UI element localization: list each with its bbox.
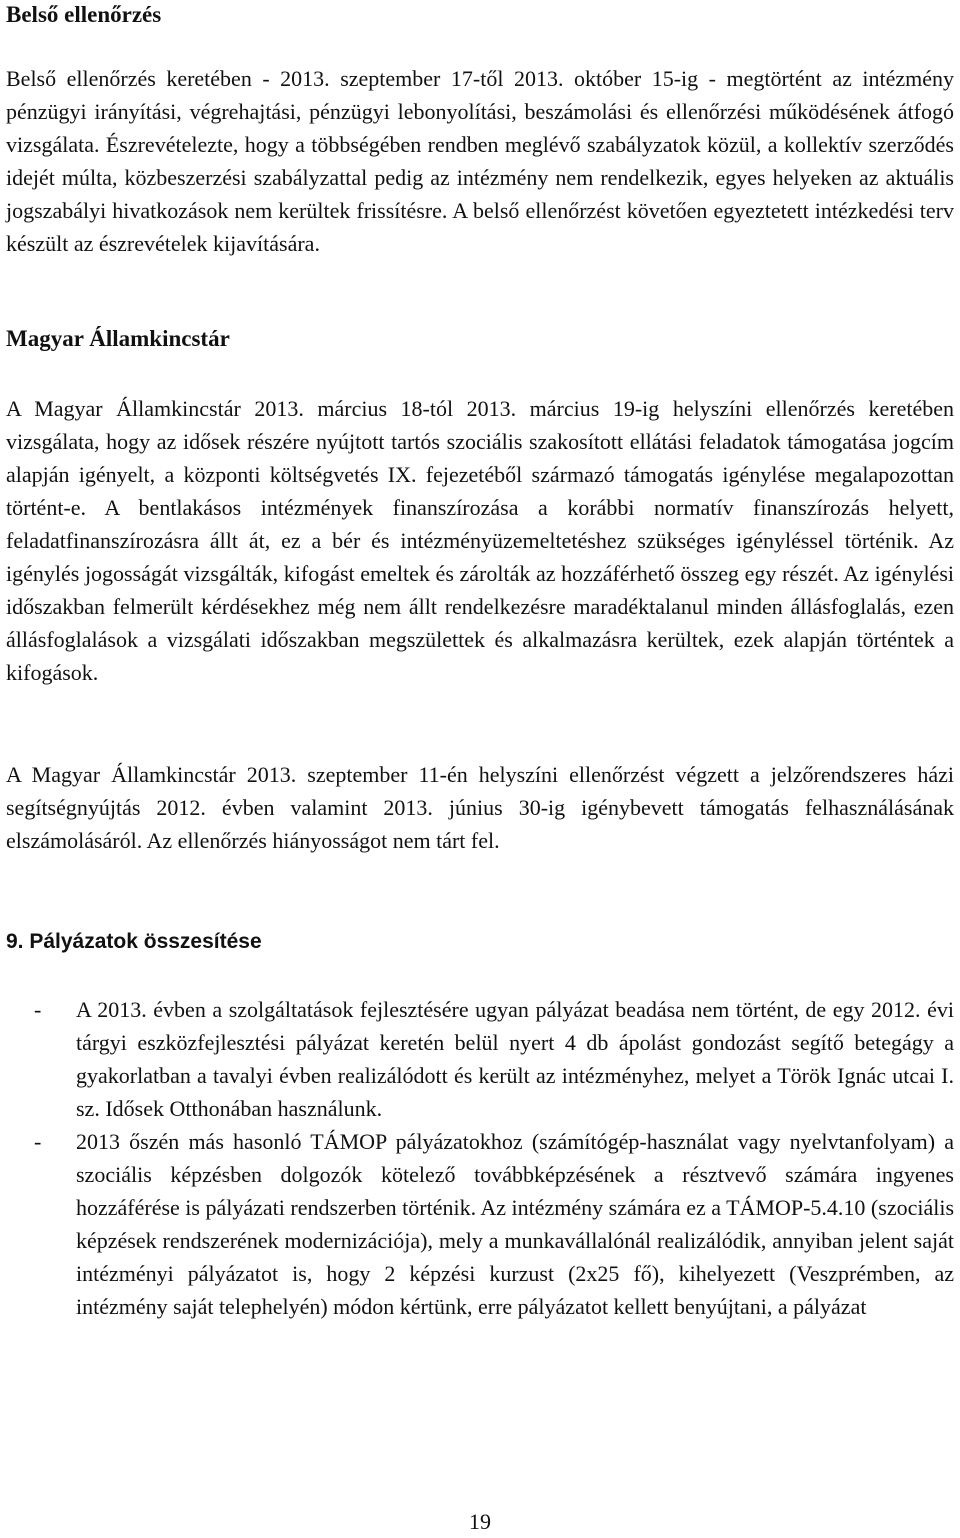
heading-belso-ellenorzes: Belső ellenőrzés: [6, 2, 162, 27]
paragraph-mak-szeptember: A Magyar Államkincstár 2013. szeptember 11-én helyszíni ellenőrzést végzett a jelzőrendszeres házi segítségnyújtás 2012. évben valamint 2013. június 30-ig igénybevett támogatás felhasználásának elszámolásáról. Az ellenőrzés hiányosságot nem tárt fel.: [6, 762, 954, 853]
paragraph-belso-ellenorzes: Belső ellenőrzés keretében - 2013. szeptember 17-től 2013. október 15-ig - megtörtént az intézmény pénzügyi irányítási, végrehajtási, pénzügyi lebonyolítási, beszámolási és ellenőrzési működésének átfogó vizsgálata. Észrevételezte, hogy a többségében rendben meglévő szabályzatok közül, a kollektív szerződés idejét múlta, közbeszerzési szabályzattal pedig az intézmény nem rendelkezik, egyes helyeken az aktuális jogszabályi hivatkozások nem kerültek frissítésre. A belső ellenőrzést követően egyeztetett intézkedési terv készült az észrevételek kijavítására.: [6, 66, 954, 256]
list-item: [6, 993, 954, 1125]
list-item-text: A 2013. évben a szolgáltatások fejlesztésére ugyan pályázat beadása nem történt, de egy 2012. évi tárgyi eszközfejlesztési pályázat keretén belül nyert 4 db ápolást gondozást segítő betegágy a gyakorlatban a tavalyi évben realizálódott és került az intézményhez, melyet a Török Ignác utcai I. sz. Idősek Otthonában használunk.: [76, 997, 954, 1121]
palyazatok-list: [6, 993, 954, 1323]
list-item-text: 2013 őszén más hasonló TÁMOP pályázatokhoz (számítógép-használat vagy nyelvtanfolyam) a szociális képzésben dolgozók kötelező továbbképzésének a résztvevő számára ingyenes hozzáférése is pályázati rendszerben történik. Az intézmény számára ez a TÁMOP-5.4.10 (szociális képzések rendszerének modernizációja), mely a munkavállalónál realizálódik, annyiban jelent saját intézményi pályázatot is, hogy 2 képzési kurzust (2x25 fő), kihelyezett (Veszprémben, az intézmény saját telephelyén) módon kértünk, erre pályázatot kellett benyújtani, a pályázat: [76, 1129, 955, 1319]
page-number: 19: [469, 1509, 491, 1534]
heading-section-9-palyazatok: 9. Pályázatok összesítése: [6, 930, 262, 953]
list-item: [6, 1125, 954, 1323]
bullet-dash: -: [34, 1129, 42, 1154]
heading-magyar-allamkincstar: Magyar Államkincstár: [6, 326, 230, 351]
paragraph-mak-marcius: A Magyar Államkincstár 2013. március 18-tól 2013. március 19-ig helyszíni ellenőrzés keretében vizsgálata, hogy az idősek részére nyújtott tartós szociális szakosított ellátási feladatok támogatása jogcím alapján igényelt, a központi költségvetés IX. fejezetéből származó támogatás igénylése megalapozottan történt-e. A bentlakásos intézmények finanszírozása a korábbi normatív finanszírozás helyett, feladatfinanszírozásra állt át, ez a bér és intézményüzemeltetéshez szükséges igényléssel történik. Az igénylés jogosságát vizsgálták, kifogást emeltek és zárolták az hozzáférhető összeg egy részét. Az igénylési időszakban felmerült kérdésekhez még nem állt rendelkezésre maradéktalanul minden állásfoglalás, ezen állásfoglalások a vizsgálati időszakban megszülettek és alkalmazásra kerültek, ezek alapján történtek a kifogások.: [6, 396, 954, 685]
bullet-dash: -: [34, 997, 42, 1022]
